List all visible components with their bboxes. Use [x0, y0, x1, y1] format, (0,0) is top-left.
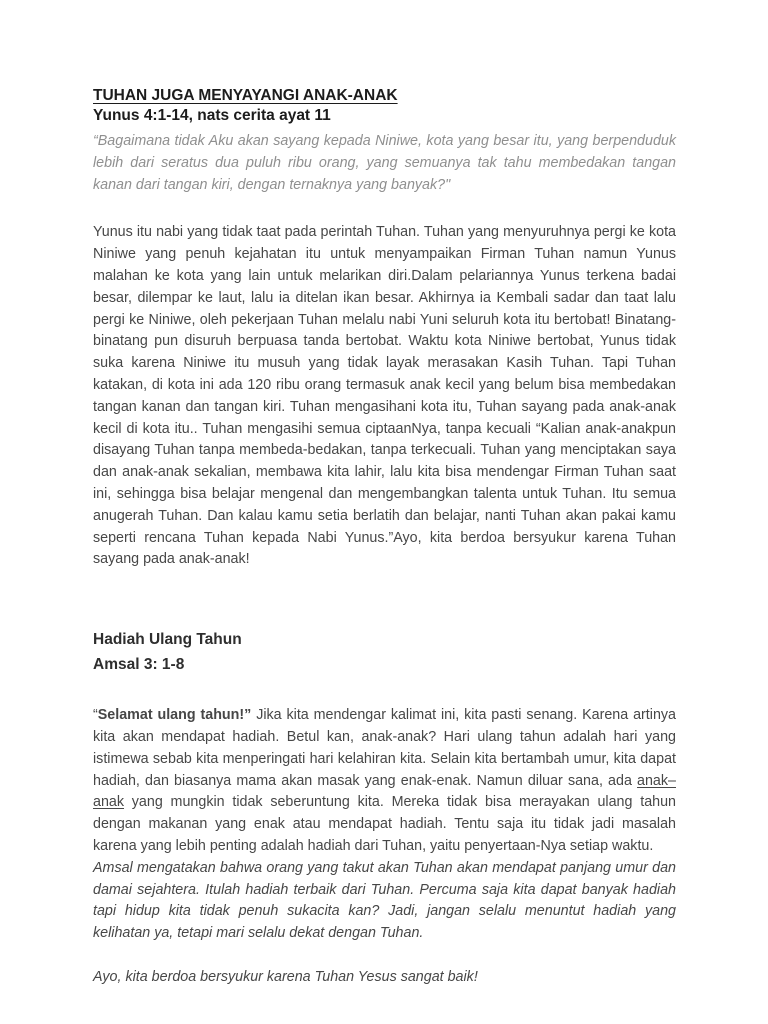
story2-text-before-underline: Jika kita mendengar kalimat ini, kita pasti senang. Karena artinya kita akan mendapat hadiah. Betul kan, anak-anak? Hari ulang tahun adalah hari yang istimewa sebab kita menperingati hari kelahiran kita. Selain kita bertambah umur, kita dapat hadiah, dan biasanya mama akan masak yang enak-enak. Namun diluar sana, ada	[93, 707, 676, 789]
story2-text-after-underline: yang mungkin tidak seberuntung kita. Mereka tidak bisa merayakan ulang tahun dengan makanan yang enak atau mendapat hadiah. Tentu saja itu tidak jadi masalah karena yang lebih penting adalah hadiah dari Tuhan, yaitu penyertaan-Nya setiap waktu.	[93, 794, 676, 854]
quote-open-mark: “	[93, 707, 98, 724]
story2-scripture-ref: Amsal 3: 1-8	[93, 656, 185, 674]
section-sermon-yunus	[93, 86, 676, 571]
sermon-scripture-ref: Yunus 4:1-14, nats cerita ayat 11	[93, 107, 331, 124]
underlined-anak-anak: anak–anak	[93, 772, 676, 811]
section-hadiah-ulang-tahun	[93, 627, 676, 989]
story2-title: Hadiah Ulang Tahun	[93, 631, 242, 649]
greeting-bold-run: Selamat ulang tahun!”	[97, 707, 252, 724]
closing-prayer-line: Ayo, kita berdoa bersyukur karena Tuhan Yesus sangat baik!	[93, 968, 478, 985]
sermon-title: TUHAN JUGA MENYAYANGI ANAK-ANAK	[93, 87, 398, 104]
scripture-quote: “Bagaimana tidak Aku akan sayang kepada Niniwe, kota yang besar itu, yang berpenduduk lebih dari seratus dua puluh ribu orang, yang semuanya tak tahu membedakan tangan kanan dari tangan kiri, dengan ternaknya yang banyak?"	[93, 133, 676, 193]
sermon-body: Yunus itu nabi yang tidak taat pada perintah Tuhan. Tuhan yang menyuruhnya pergi ke kota Niniwe yang penuh kejahatan itu untuk menyampaikan Firman Tuhan namun Yunus malahan ke kota yang lain untuk melarikan diri.Dalam pelariannya Yunus terkena badai besar, dilempar ke laut, lalu ia ditelan ikan besar. Akhirnya ia Kembali sadar dan taat lalu pergi ke Niniwe, oleh pekerjaan Tuhan melalu nabi Yuni seluruh kota itu bertobat! Binatang-binatang pun disuruh berpuasa tanda bertobat. Waktu kota Niniwe bertobat, Yunus tidak suka karena Niniwe itu musuh yang tidak layak merasakan Kasih Tuhan. Tapi Tuhan katakan, di kota ini ada 120 ribu orang termasuk anak kecil yang belum bisa membedakan tangan kanan dan tangan kiri. Tuhan mengasihani kota itu, Tuhan sayang pada anak-anak kecil di kota itu.. Tuhan mengasihi semua ciptaanNya, tanpa kecuali “Kalian anak-anakpun disayang Tuhan tanpa membeda-bedakan, tanpa terkecuali. Tuhan yang menciptakan saya dan anak-anak sekalian, membawa kita lahir, lalu kita bisa mendengar Firman Tuhan saat ini, sehingga bisa belajar mengenal dan mengembangkan talenta untuk Tuhan. Itu semua anugerah Tuhan. Dan kalau kamu setia berlatih dan belajar, nanti Tuhan akan pakai kamu seperti rencana Tuhan kepada Nabi Yunus.”Ayo, kita berdoa bersyukur karena Tuhan sayang pada anak-anak!	[93, 224, 676, 568]
story2-paragraph	[93, 705, 676, 858]
story2-reflection-italic: Amsal mengatakan bahwa orang yang takut akan Tuhan akan mendapat panjang umur dan damai sejahtera. Itulah hadiah terbaik dari Tuhan. Percuma saja kita dapat banyak hadiah tapi hidup kita tidak penuh sukacita kan? Jadi, jangan selalu menuntut hadiah yang kelihatan ya, tetapi mari selalu dekat dengan Tuhan.	[93, 859, 676, 942]
